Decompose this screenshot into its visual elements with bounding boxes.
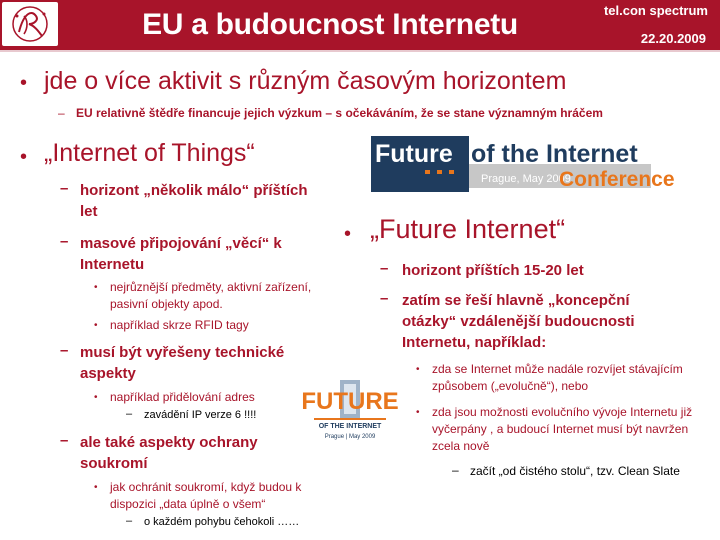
banner-dot <box>425 170 430 174</box>
iot-item-3-sub-1: například přidělování adres <box>110 390 255 404</box>
iot-item-1: horizont „několik málo“ příštích let <box>80 182 308 220</box>
future-internet-heading: „Future Internet“ <box>370 214 566 244</box>
bullet-icon: • <box>344 223 352 245</box>
dot-icon: • <box>416 407 420 418</box>
banner-line1a: Future <box>375 140 453 168</box>
iot-item-4-subsub: o každém pohybu čehokoli …… <box>144 516 300 528</box>
future-internet-conference-banner <box>371 136 675 192</box>
brand-label: tel.con spectrum <box>603 3 708 18</box>
iot-item-4-sub-1: jak ochránit soukromí, když budou k dispozici „data úplně o všem“ <box>110 480 302 511</box>
banner-line1b: of the Internet <box>471 140 638 168</box>
dot-icon: • <box>94 392 98 403</box>
header-bar <box>0 0 720 50</box>
iot-item-3: musí být vyřešeny technické aspekty <box>80 344 285 382</box>
future-internet-logo <box>302 378 398 442</box>
dot-icon: • <box>416 364 420 375</box>
dash-icon: – <box>60 233 69 250</box>
dot-icon: • <box>94 320 98 331</box>
banner-line2: Conference <box>559 168 675 191</box>
main-point: jde o více aktivit s různým časovým horizontem <box>44 67 567 95</box>
banner-dot <box>449 170 454 174</box>
dash-icon: – <box>126 515 133 527</box>
logo2-big: FUTURE <box>301 388 399 415</box>
banner-dot <box>437 170 442 174</box>
iot-item-2-sub-1: nejrůznější předměty, aktivní zařízení, pasivní objekty apod. <box>110 280 312 311</box>
logo2-sub: OF THE INTERNET <box>318 423 382 430</box>
dot-icon: • <box>94 282 98 293</box>
dash-icon: – <box>380 260 389 277</box>
dash-icon: – <box>58 106 65 120</box>
iot-item-3-subsub: zavádění IP verze 6 !!!! <box>144 409 257 421</box>
fi-item-2: zatím se řeší hlavně „koncepční otázky“ vzdálenější budoucnosti Internetu, například: <box>402 292 635 351</box>
dash-icon: – <box>60 342 69 359</box>
fi-item-1: horizont příštích 15-20 let <box>402 262 584 279</box>
dash-icon: – <box>60 432 69 449</box>
main-point-sub: EU relativně štědře financuje jejich výzkum – s očekáváním, že se stane významným hráčem <box>76 106 603 120</box>
bullet-icon: • <box>20 146 28 168</box>
dash-icon: – <box>126 408 133 420</box>
fi-item-2-sub-1: zda se Internet může nadále rozvíjet stávajícím způsobem („evolučně“), nebo <box>432 362 683 393</box>
header-divider <box>0 50 720 52</box>
monogram-logo <box>2 2 58 46</box>
iot-item-2: masové připojování „věcí“ k Internetu <box>80 235 282 273</box>
dash-icon: – <box>60 180 69 197</box>
banner-place: Prague, May 2009 <box>481 173 571 185</box>
logo2-rule <box>314 418 386 420</box>
iot-item-4: ale také aspekty ochrany soukromí <box>80 434 258 472</box>
slide-title: EU a budoucnost Internetu <box>142 8 518 41</box>
date-label: 22.20.2009 <box>640 31 706 46</box>
fi-item-2-sub-2: zda jsou možnosti evolučního vývoje Internetu již vyčerpány , a budoucí Internet musí být navržen zcela nově <box>432 405 693 453</box>
fi-item-2-subsub: začít „od čistého stolu“, tzv. Clean Slate <box>470 464 680 478</box>
bullet-icon: • <box>20 72 28 94</box>
iot-heading: „Internet of Things“ <box>44 139 255 167</box>
dot-icon: • <box>94 482 98 493</box>
logo2-place: Prague | May 2009 <box>324 434 376 440</box>
monogram-icon <box>2 2 58 46</box>
dash-icon: – <box>380 290 389 307</box>
dash-icon: – <box>452 463 459 477</box>
iot-item-2-sub-2: například skrze RFID tagy <box>110 318 249 332</box>
